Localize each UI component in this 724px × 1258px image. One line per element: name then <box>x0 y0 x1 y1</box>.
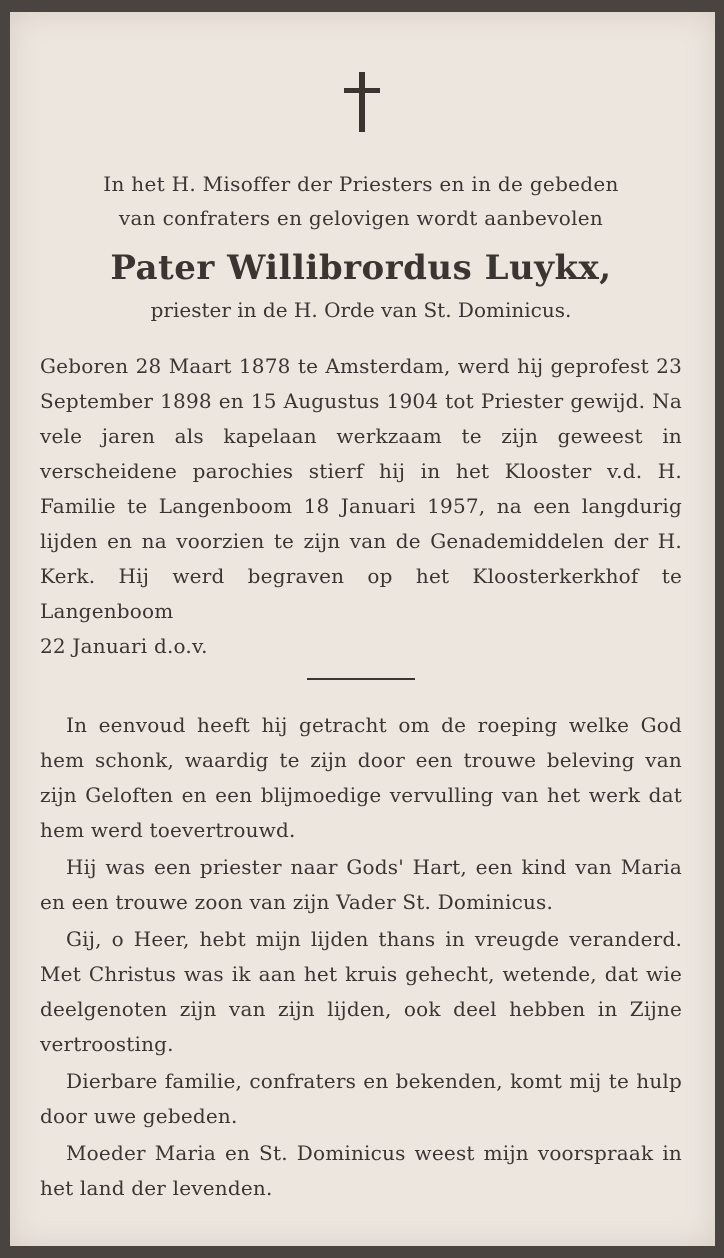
card-content <box>40 167 682 1208</box>
deceased-name: Pater Willibrordus Luykx, <box>110 248 612 288</box>
divider-line <box>307 678 415 680</box>
intro-line-1: In het H. Misoffer der Priesters en in de gebeden <box>103 172 619 196</box>
religious-order: priester in de H. Orde van St. Dominicus. <box>150 298 572 322</box>
paragraph-prayer: Gij, o Heer, hebt mijn lijden thans in vreugde veranderd. Met Christus was ik aan het kruis gehecht, wetende, dat wie deelgenoten zijn van zijn lijden, ook deel hebben in Zijne vertroosting. <box>40 927 682 1056</box>
memorial-card <box>10 12 715 1246</box>
burial-date: 22 Januari d.o.v. <box>40 634 208 658</box>
cross-horizontal-bar <box>344 88 380 93</box>
cross-vertical-bar <box>359 72 365 132</box>
paragraph-mother-maria: Moeder Maria en St. Dominicus weest mijn voorspraak in het land der levenden. <box>40 1141 682 1200</box>
paragraph-simplicity: In eenvoud heeft hij getracht om de roeping welke God hem schonk, waardig te zijn door een trouwe beleving van zijn Geloften en een blijmoedige vervulling van het werk dat hem werd toevertrouwd. <box>40 713 682 842</box>
intro-line-2: van confraters en gelovigen wordt aanbevolen <box>118 206 604 230</box>
intro-text <box>40 167 682 235</box>
biography-text: Geboren 28 Maart 1878 te Amsterdam, werd hij geprofest 23 September 1898 en 15 Augustus 1904 tot Priester gewijd. Na vele jaren als kapelaan werkzaam te zijn geweest in verscheidene parochies stierf hij in het Klooster v.d. H. Familie te Langenboom 18 Januari 1957, na een langdurig lijden en na voorzien te zijn van de Genademiddelen der H. Kerk. Hij werd begraven op het Kloosterkerkhof te Langenboom <box>40 354 682 623</box>
cross-icon <box>344 72 380 132</box>
paragraph-priest: Hij was een priester naar Gods' Hart, een kind van Maria en een trouwe zoon van zijn Vader St. Dominicus. <box>40 855 682 914</box>
biography <box>40 349 682 664</box>
paragraph-family: Dierbare familie, confraters en bekenden, komt mij te hulp door uwe gebeden. <box>40 1069 682 1128</box>
